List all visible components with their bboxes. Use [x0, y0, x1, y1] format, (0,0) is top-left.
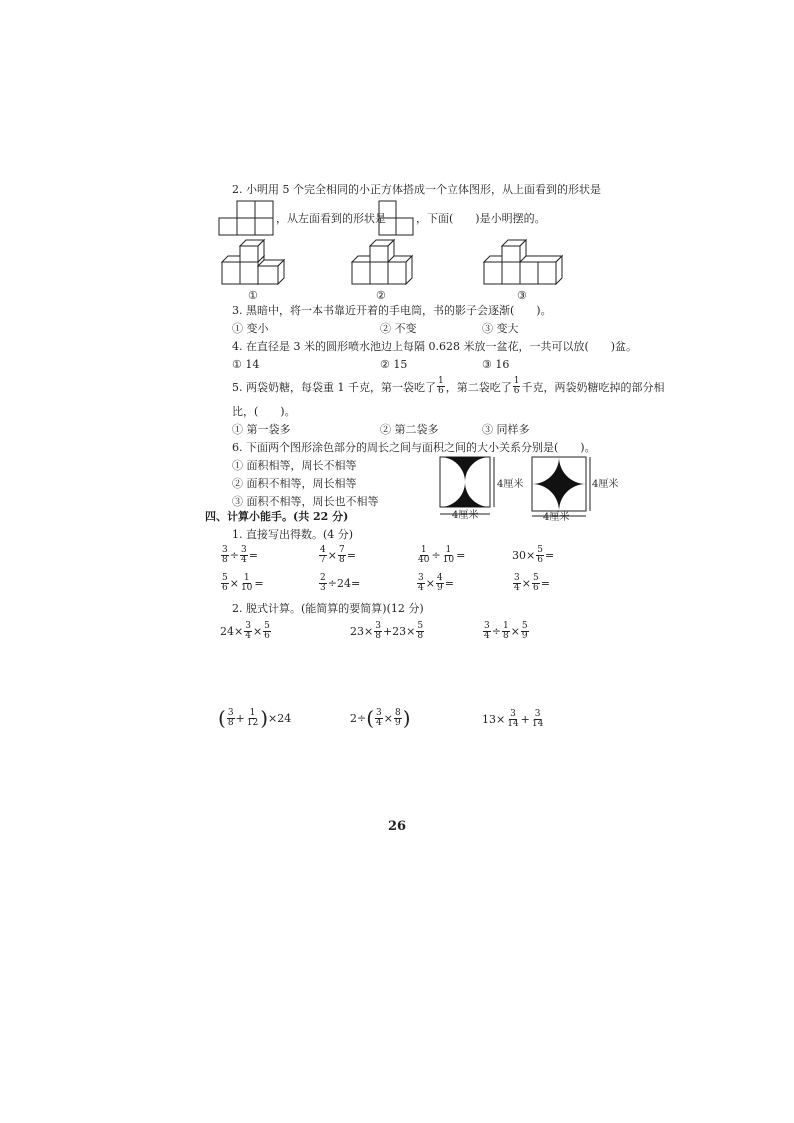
calc-expression-5: 2÷ ( $\frac{3}{4}$ × $\frac{8}{9}$ ) [350, 706, 411, 730]
q5-stem-line1 [232, 377, 664, 396]
calc-expression-6: 13× $\frac{3}{14}$ + $\frac{3}{14}$ [482, 709, 544, 729]
q5-option-2: ② 第二袋多 [380, 423, 439, 436]
figure-a-bottom-label: 4厘米 [452, 510, 479, 521]
q6-stem: 6. 下面两个图形涂色部分的周长之间与面积之间的大小关系分别是( )。 [232, 441, 596, 454]
q5-option-3: ③ 同样多 [482, 423, 530, 436]
cube-option-1: ① [248, 289, 258, 302]
q4-stem: 4. 在直径是 3 米的圆形喷水池边上每隔 0.628 米放一盆花，一共可以放( )盆。 [232, 340, 638, 353]
q4-option-2: ② 15 [380, 358, 408, 371]
q5-part1: 5. 两袋奶糖，每袋重 1 千克，第一袋吃了 [232, 380, 436, 394]
q6-option-3: ③ 面积不相等，周长也不相等 [232, 495, 379, 508]
q5-fraction-2: $\frac{1}{6}$ [513, 376, 520, 396]
direct-item-1: $\frac{3}{8}$ ÷ $\frac{3}{4}$ = [222, 545, 258, 565]
q4-option-1: ① 14 [232, 358, 260, 371]
cube-figure-2 [350, 240, 414, 288]
direct-item-8: $\frac{3}{4}$ × $\frac{5}{6}$ = [514, 573, 550, 593]
direct-item-6: $\frac{2}{3}$ ÷24= [320, 573, 361, 593]
q6-option-2: ② 面积不相等，周长相等 [232, 477, 357, 490]
cube-option-3: ③ [517, 289, 527, 302]
section-4-title: 四、计算小能手。(共 22 分) [205, 510, 349, 523]
cube-figure-1 [220, 240, 290, 288]
cube-figure-3 [482, 240, 566, 288]
direct-item-4: 30× $\frac{5}{6}$ = [512, 545, 555, 565]
q6-option-1: ① 面积相等，周长不相等 [232, 459, 357, 472]
top-view-figure [219, 200, 275, 236]
q5-part2: ，第二袋吃了 [445, 380, 512, 394]
calc-expression-2: 23× $\frac{3}{8}$ +23× $\frac{5}{8}$ [350, 621, 424, 641]
q2-stem-line2b: ，下面( )是小明摆的。 [416, 212, 546, 225]
section-4-sub1: 1. 直接写出得数。(4 分) [232, 528, 354, 541]
direct-item-7: $\frac{3}{4}$ × $\frac{4}{9}$ = [418, 573, 454, 593]
q3-option-2: ② 不变 [380, 322, 417, 335]
q3-option-3: ③ 变大 [482, 322, 519, 335]
q5-option-1: ① 第一袋多 [232, 423, 291, 436]
section-4-sub2: 2. 脱式计算。(能简算的要简算)(12 分) [232, 602, 424, 615]
calc-expression-4: ( $\frac{3}{8}$ + $\frac{1}{12}$ ) ×24 [218, 706, 292, 730]
q5-stem-line2: 比，( )。 [232, 405, 296, 418]
q2-stem-line2a: ，从左面看到的形状是 [276, 212, 386, 225]
calc-expression-3: $\frac{3}{4}$ ÷ $\frac{1}{8}$ × $\frac{5}{9}$ [484, 621, 528, 641]
figure-a-side-label: 4厘米 [497, 479, 524, 490]
direct-item-2: $\frac{4}{7}$ × $\frac{7}{8}$ = [320, 545, 356, 565]
q2-stem-line1: 2. 小明用 5 个完全相同的小正方体搭成一个立体图形，从上面看到的形状是 [232, 183, 601, 196]
figure-b-side-label: 4厘米 [592, 479, 619, 490]
q3-option-1: ① 变小 [232, 322, 269, 335]
direct-item-3: $\frac{1}{40}$ ÷ $\frac{1}{10}$ = [418, 545, 466, 565]
q3-stem: 3. 黑暗中，将一本书靠近开着的手电筒，书的影子会逐渐( )。 [232, 304, 552, 317]
q5-part3: 千克，两袋奶糖吃掉的部分相 [521, 380, 665, 394]
direct-item-5: $\frac{5}{6}$ × $\frac{1}{10}$ = [222, 573, 264, 593]
q5-fraction-1: $\frac{1}{6}$ [437, 376, 444, 396]
calc-expression-1: 24× $\frac{3}{4}$ × $\frac{5}{6}$ [220, 621, 270, 641]
figure-b-bottom-label: 4厘米 [543, 512, 570, 523]
left-view-figure [378, 200, 416, 236]
cube-option-2: ② [376, 289, 386, 302]
page-number: 26 [388, 819, 407, 834]
q4-option-3: ③ 16 [482, 358, 510, 371]
